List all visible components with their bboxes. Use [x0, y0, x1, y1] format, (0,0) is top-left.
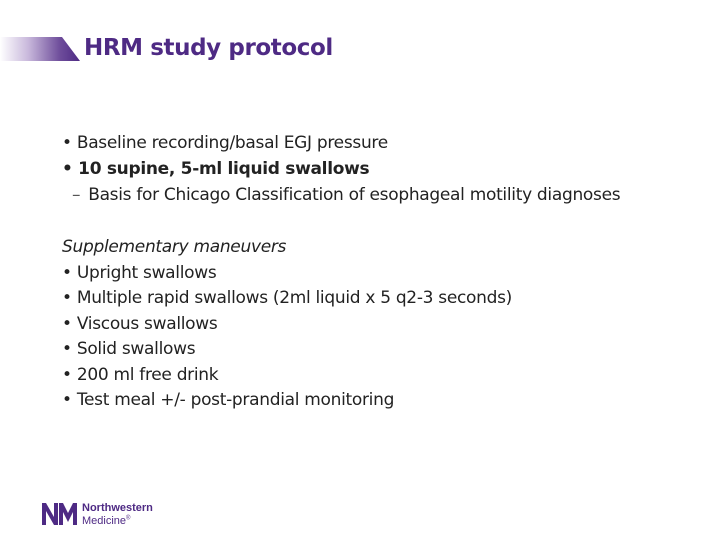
logo-text-northwestern: Northwestern: [82, 502, 153, 514]
supplementary-item: • Viscous swallows: [62, 313, 218, 334]
sub-bullet-dash: –: [72, 185, 81, 205]
supplementary-item: • Upright swallows: [62, 262, 217, 283]
slide-title: HRM study protocol: [84, 35, 333, 61]
slide-content: [62, 130, 712, 414]
supplementary-item: • Solid swallows: [62, 339, 196, 359]
sub-bullet-text: Basis for Chicago Classification of esophageal motility diagnoses: [88, 185, 621, 205]
title-accent-bar: [0, 37, 80, 61]
nm-logo-icon: [42, 503, 78, 525]
sub-bullet-chicago: [62, 182, 712, 208]
supplementary-item: • Multiple rapid swallows (2ml liquid x 5 q2-3 seconds): [62, 288, 512, 308]
supplementary-heading: Supplementary maneuvers: [62, 237, 287, 257]
bullet-baseline: • Baseline recording/basal EGJ pressure: [62, 133, 388, 153]
supplementary-section: [62, 235, 712, 414]
bullet-supine-swallows: • 10 supine, 5-ml liquid swallows: [62, 159, 370, 179]
logo-text-medicine: Medicine®: [82, 515, 131, 527]
supplementary-item: • Test meal +/- post-prandial monitoring: [62, 390, 395, 410]
supplementary-item: • 200 ml free drink: [62, 364, 219, 385]
